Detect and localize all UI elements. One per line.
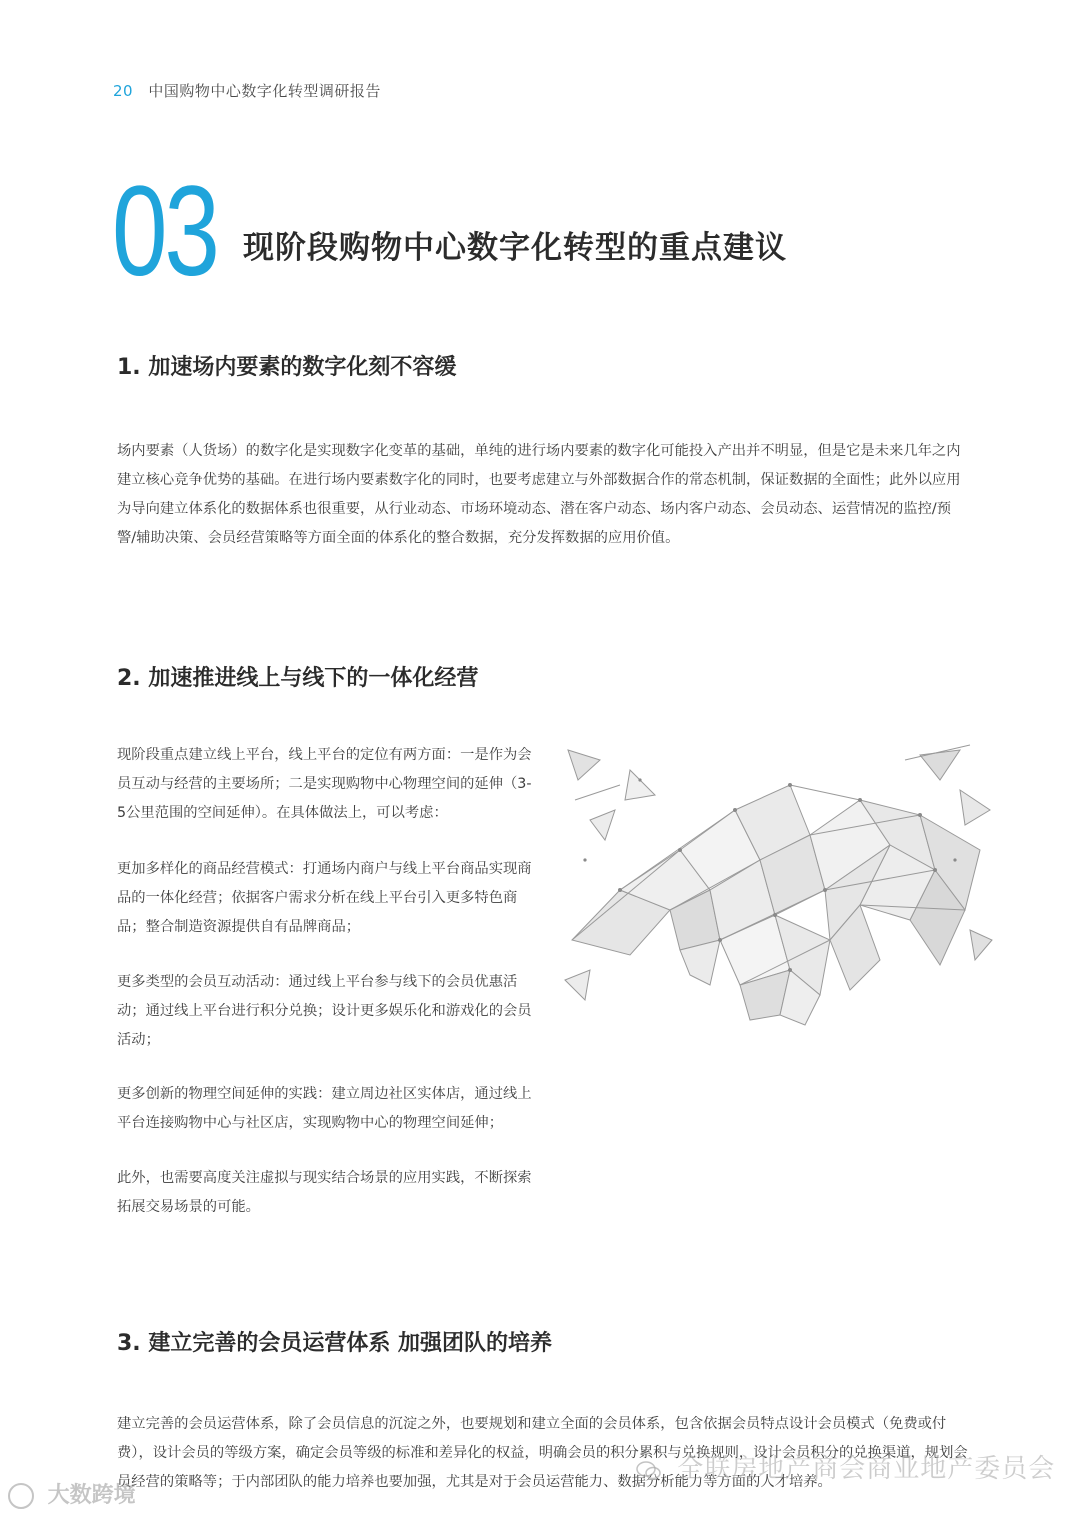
section-2-heading: 2. 加速推进线上与线下的一体化经营: [117, 666, 479, 691]
chapter-number: 03: [112, 160, 217, 303]
section-2-paragraph-4: 更多创新的物理空间延伸的实践：建立周边社区实体店，通过线上平台连接购物中心与社区店，实现购物中心的物理空间延伸；: [117, 1086, 532, 1131]
report-title: 中国购物中心数字化转型调研报告: [148, 82, 381, 100]
chapter-title: 现阶段购物中心数字化转型的重点建议: [243, 230, 787, 266]
section-2-paragraph-1: 现阶段重点建立线上平台，线上平台的定位有两方面：一是作为会员互动与经营的主要场所；二是实现购物中心物理空间的延伸（3-5公里范围的空间延伸）。在具体做法上，可以考虑：: [117, 747, 532, 821]
watermark-right: [636, 1448, 1055, 1485]
section-2-paragraph-3: 更多类型的会员互动活动：通过线上平台参与线下的会员优惠活动；通过线上平台进行积分兑换；设计更多娱乐化和游戏化的会员活动；: [117, 974, 532, 1048]
section-2-paragraph-5: 此外，也需要高度关注虚拟与现实结合场景的应用实践，不断探索拓展交易场景的可能。: [117, 1170, 532, 1215]
page-number: 20: [113, 82, 134, 100]
section-1-paragraph: 场内要素（人货场）的数字化是实现数字化变革的基础，单纯的进行场内要素的数字化可能投入产出并不明显，但是它是未来几年之内建立核心竞争优势的基础。在进行场内要素数字化的同时，也要考虑建立与外部数据合作的常态机制，保证数据的全面性；此外以应用为导向建立体系化的数据体系也很重要，从行业动态、市场环境动态、潜在客户动态、场内客户动态、会员动态、运营情况的监控/预警/辅助决策、会员经营策略等方面全面的体系化的整合数据，充分发挥数据的应用价值。: [117, 443, 961, 546]
watermark-right-text: 全联房地产商会商业地产委员会: [677, 1454, 1056, 1484]
wechat-icon: [636, 1460, 662, 1480]
section-1-heading: 1. 加速场内要素的数字化刻不容缓: [117, 355, 457, 380]
section-3-heading: 3. 建立完善的会员运营体系 加强团队的培养: [117, 1331, 552, 1356]
watermark-left-text: 大数跨境: [47, 1483, 136, 1508]
polygon-handshake-icon: [560, 740, 996, 1030]
watermark-logo-icon: [8, 1483, 34, 1509]
page-header: [113, 80, 381, 101]
watermark-left: [8, 1478, 136, 1509]
section-3-paragraph: 建立完善的会员运营体系，除了会员信息的沉淀之外，也要规划和建立全面的会员体系，包含依据会员特点设计会员模式（免费或付费），设计会员的等级方案，确定会员等级的标准和差异化的权益，明确会员的积分累积与兑换规则，设计会员积分的兑换渠道，规划会员经营的策略等；于内部团队的能力培养也要加强，尤其是对于会员运营能力、数据分析能力等方面的人才培养。: [117, 1416, 968, 1490]
section-2-paragraph-2: 更加多样化的商品经营模式：打通场内商户与线上平台商品实现商品的一体化经营；依据客户需求分析在线上平台引入更多特色商品；整合制造资源提供自有品牌商品；: [117, 861, 532, 935]
